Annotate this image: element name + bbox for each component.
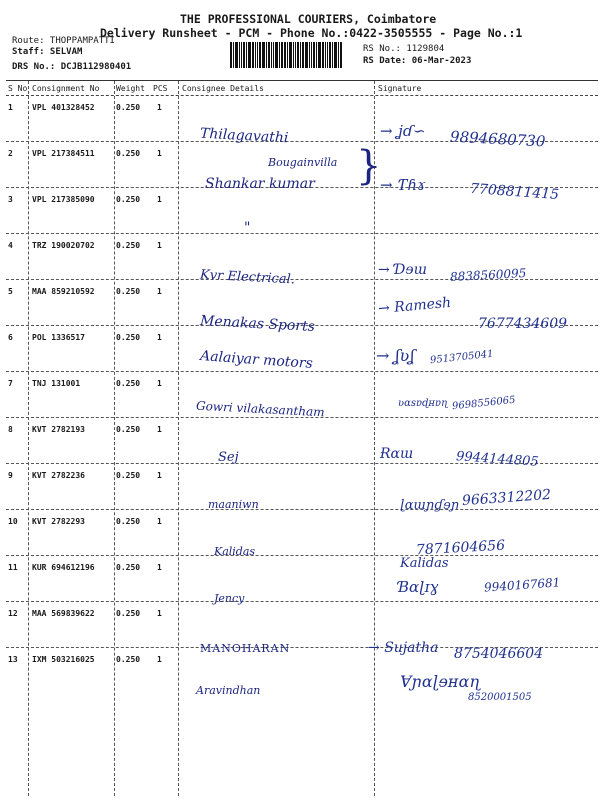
barcode-bar	[246, 42, 247, 68]
header-signature: Signature	[378, 84, 422, 93]
barcode-bar	[297, 42, 299, 68]
row-weight: 0.250	[116, 333, 141, 342]
row-weight: 0.250	[116, 425, 141, 434]
row-weight: 0.250	[116, 195, 141, 204]
row-pcs: 1	[157, 287, 162, 296]
barcode-bar	[243, 42, 245, 68]
barcode-bar	[338, 42, 339, 68]
table-row	[6, 602, 598, 648]
barcode-bar	[289, 42, 292, 68]
row-sno: 6	[8, 333, 13, 342]
header-consignee: Consignee Details	[182, 84, 264, 93]
staff-label: Staff: SELVAM	[12, 47, 83, 57]
barcode-bar	[334, 42, 337, 68]
handwritten-consignee: Aalaiyar motors	[199, 348, 314, 372]
rs-date: RS Date: 06-Mar-2023	[363, 56, 472, 66]
row-consignment: KUR 694612196	[32, 563, 95, 572]
row-sno: 2	[8, 149, 13, 158]
row-pcs: 1	[157, 103, 162, 112]
row-pcs: 1	[157, 425, 162, 434]
row-sno: 5	[8, 287, 13, 296]
signature-mark: → Ƭɦɤ	[380, 176, 426, 194]
handwritten-consignee: Kvr Electrical.	[199, 267, 296, 288]
barcode	[230, 42, 358, 68]
row-weight: 0.250	[116, 287, 141, 296]
row-weight: 0.250	[116, 471, 141, 480]
row-pcs: 1	[157, 149, 162, 158]
handwritten-consignee: Sej	[218, 450, 239, 465]
table-row	[6, 510, 598, 556]
barcode-bar	[332, 42, 333, 68]
barcode-bar	[295, 42, 296, 68]
handwritten-consignee: Jency	[214, 592, 245, 605]
row-sno: 7	[8, 379, 13, 388]
signature-name: Ramesh	[393, 294, 452, 316]
handwritten-consignee: Aravindhan	[196, 684, 261, 697]
barcode-bar	[262, 42, 265, 68]
row-pcs: 1	[157, 517, 162, 526]
drs-number: DRS No.: DCJB112980401	[12, 62, 132, 72]
handwritten-consignee: Shankar kumar	[205, 176, 315, 192]
row-sno: 13	[8, 655, 18, 664]
header-consignment: Consignment No	[32, 84, 100, 93]
header-sno: S No	[8, 84, 28, 93]
handwritten-consignee: MANOHARAN	[200, 642, 291, 655]
signature-mark: Ɐɲɑɭɘʜɑɳ	[400, 672, 481, 691]
barcode-bar	[287, 42, 288, 68]
barcode-bar	[302, 42, 304, 68]
row-weight: 0.250	[116, 379, 141, 388]
rs-number: RS No.: 1129804	[363, 44, 445, 54]
row-consignment: VPL 217384511	[32, 149, 95, 158]
row-consignment: MAA 569839622	[32, 609, 95, 618]
handwritten-consignee: maaniwn	[208, 498, 259, 511]
barcode-bar	[316, 42, 317, 68]
row-weight: 0.250	[116, 241, 141, 250]
header-weight: Weight	[116, 84, 145, 93]
row-sno: 4	[8, 241, 13, 250]
handwritten-phone: 8754046604	[454, 646, 544, 662]
company-title: THE PROFESSIONAL COURIERS, Coimbatore	[180, 12, 437, 26]
runsheet-subtitle: Delivery Runsheet - PCM - Phone No.:0422-3505555 - Page No.:1	[100, 26, 523, 40]
row-consignment: MAA 859210592	[32, 287, 95, 296]
handwritten-phone: 9944144805	[455, 449, 540, 470]
row-weight: 0.250	[116, 149, 141, 158]
barcode-bar	[318, 42, 321, 68]
barcode-bar	[311, 42, 312, 68]
barcode-bar	[273, 42, 274, 68]
row-consignment: TNJ 131001	[32, 379, 81, 388]
brace-mark: }	[356, 143, 382, 189]
row-sno: 9	[8, 471, 13, 480]
row-pcs: 1	[157, 333, 162, 342]
row-consignment: KVT 2782236	[32, 471, 85, 480]
signature-mark: → ʝɗ∽	[380, 122, 426, 140]
row-sno: 11	[8, 563, 18, 572]
handwritten-signature: → Ramesh	[377, 294, 452, 318]
barcode-bar	[305, 42, 308, 68]
barcode-bar	[233, 42, 234, 68]
barcode-bar	[259, 42, 261, 68]
signature-mark: Ɍɑɯ	[380, 446, 414, 462]
handwritten-phone: 8520001505	[468, 692, 532, 703]
row-sno: 1	[8, 103, 13, 112]
barcode-bar	[230, 42, 232, 68]
header-pcs: PCS	[153, 84, 168, 93]
barcode-bar	[309, 42, 310, 68]
barcode-bar	[268, 42, 270, 68]
handwritten-phone: 7708811415	[469, 180, 560, 204]
row-sno: 12	[8, 609, 18, 618]
handwritten-phone: 9513705041	[429, 348, 495, 367]
row-consignment: VPL 217385090	[32, 195, 95, 204]
row-pcs: 1	[157, 471, 162, 480]
handwritten-phone: 9663312202	[461, 486, 552, 510]
barcode-bar	[266, 42, 267, 68]
row-sno: 10	[8, 517, 18, 526]
barcode-bar	[252, 42, 254, 68]
handwritten-phone: 9894680730	[449, 127, 546, 151]
barcode-bar	[313, 42, 315, 68]
barcode-bar	[255, 42, 256, 68]
handwritten-phone: 9940167681	[483, 575, 561, 595]
handwritten-consignee: Thilagavathi	[199, 125, 289, 147]
barcode-bar	[322, 42, 324, 68]
row-consignment: POL 1336517	[32, 333, 85, 342]
signature-name: Sujatha	[384, 640, 439, 656]
row-sno: 3	[8, 195, 13, 204]
barcode-bar	[257, 42, 258, 68]
route-label: Route: THOPPAMPATTI	[12, 36, 115, 46]
barcode-bar	[300, 42, 301, 68]
handwritten-signature: Kalidas	[400, 556, 449, 571]
handwritten-phone: 7871604656	[415, 537, 506, 559]
handwritten-consignee: Bougainvilla	[268, 156, 338, 169]
row-pcs: 1	[157, 563, 162, 572]
row-sno: 8	[8, 425, 13, 434]
barcode-bar	[275, 42, 278, 68]
row-weight: 0.250	[116, 103, 141, 112]
handwritten-consignee: "	[244, 220, 251, 236]
signature-mark: → Ɗɘɯ	[378, 262, 427, 278]
handwritten-consignee: Kalidas	[214, 545, 256, 558]
signature-mark: → ʆʋʆ	[376, 346, 415, 365]
barcode-bar	[327, 42, 328, 68]
row-pcs: 1	[157, 195, 162, 204]
row-weight: 0.250	[116, 517, 141, 526]
row-consignment: TRZ 190020702	[32, 241, 95, 250]
row-consignment: IXM 503216025	[32, 655, 95, 664]
row-weight: 0.250	[116, 609, 141, 618]
row-weight: 0.250	[116, 655, 141, 664]
barcode-bar	[281, 42, 283, 68]
row-consignment: KVT 2782193	[32, 425, 85, 434]
barcode-bar	[293, 42, 294, 68]
signature-mark: ʋɑsɐɖʜɐɳ	[398, 398, 448, 409]
barcode-bar	[248, 42, 251, 68]
barcode-bar	[271, 42, 272, 68]
row-pcs: 1	[157, 655, 162, 664]
row-consignment: VPL 401328452	[32, 103, 95, 112]
barcode-bar	[329, 42, 331, 68]
barcode-bar	[241, 42, 242, 68]
handwritten-signature: → Sujatha	[368, 640, 439, 656]
handwritten-consignee: Menakas Sports	[199, 313, 316, 335]
row-weight: 0.250	[116, 563, 141, 572]
barcode-bar	[279, 42, 280, 68]
handwritten-phone: 8838560095	[449, 266, 527, 284]
row-pcs: 1	[157, 609, 162, 618]
barcode-bar	[325, 42, 326, 68]
row-pcs: 1	[157, 379, 162, 388]
row-pcs: 1	[157, 241, 162, 250]
barcode-bar	[239, 42, 240, 68]
handwritten-phone: 9698556065	[451, 394, 517, 413]
signature-mark: ɭɑɯɲɠɘɲ	[400, 498, 460, 513]
row-consignment: KVT 2782293	[32, 517, 85, 526]
barcode-bar	[340, 42, 342, 68]
handwritten-consignee: Gowri vilakasantham	[195, 398, 325, 420]
barcode-bar	[235, 42, 238, 68]
handwritten-phone: 7677434609	[478, 316, 568, 332]
barcode-bar	[284, 42, 286, 68]
signature-mark: Ɓɑɭɪɣ	[398, 578, 439, 596]
